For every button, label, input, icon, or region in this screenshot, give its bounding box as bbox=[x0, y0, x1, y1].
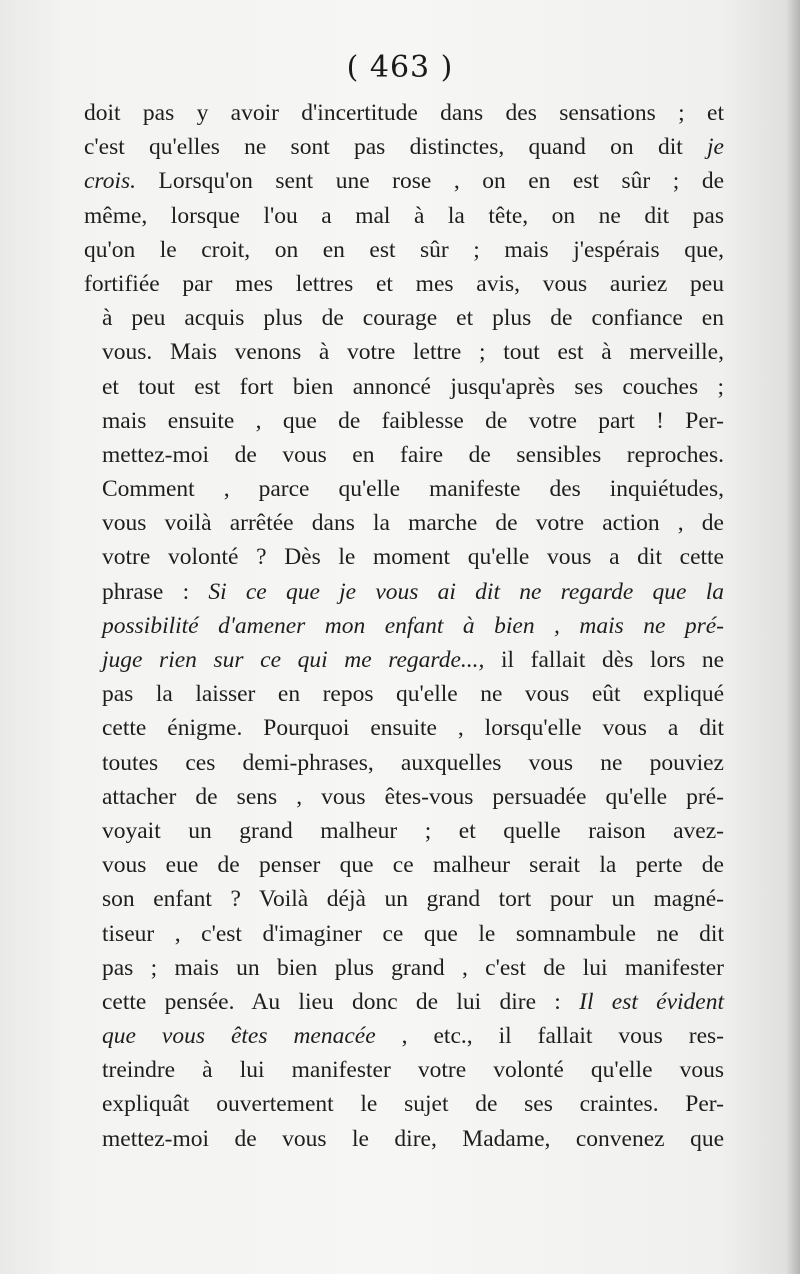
page-number: ( 463 ) bbox=[346, 50, 454, 85]
body-text bbox=[84, 96, 724, 1156]
text-line: toutes ces demi-phrases, auxquelles vous ne pouviez bbox=[102, 749, 724, 776]
text-line: mais ensuite , que de faiblesse de votre part ! Per- bbox=[102, 407, 724, 434]
text-line: possibilité d'amener mon enfant à bien , mais ne pré- bbox=[102, 612, 724, 639]
text-line: cette pensée. Au lieu donc de lui dire : Il est évident bbox=[102, 988, 725, 1015]
text-line: qu'on le croit, on en est sûr ; mais j'espérais que, bbox=[84, 236, 724, 263]
text-line: votre volonté ? Dès le moment qu'elle vous a dit cette bbox=[102, 544, 724, 571]
text-line: et tout est fort bien annoncé jusqu'après ses couches ; bbox=[102, 373, 724, 400]
text-line: c'est qu'elles ne sont pas distinctes, quand on dit je bbox=[84, 134, 724, 161]
text-line: à peu acquis plus de courage et plus de confiance en bbox=[102, 305, 724, 332]
text-line: mettez-moi de vous en faire de sensibles reproches. bbox=[102, 441, 724, 468]
text-line: que vous êtes menacée , etc., il fallait vous res- bbox=[102, 1023, 725, 1050]
text-line: mettez-moi de vous le dire, Madame, convenez que bbox=[102, 1125, 724, 1152]
text-line: Comment , parce qu'elle manifeste des inquiétudes, bbox=[102, 476, 724, 503]
text-line: attacher de sens , vous êtes-vous persuadée qu'elle pré- bbox=[102, 783, 724, 810]
text-line: crois. Lorsqu'on sent une rose , on en est sûr ; de bbox=[84, 168, 724, 195]
text-line: voyait un grand malheur ; et quelle raison avez- bbox=[102, 817, 724, 844]
text-line: vous voilà arrêtée dans la marche de votre action , de bbox=[102, 510, 724, 537]
text-line: vous. Mais venons à votre lettre ; tout est à merveille, bbox=[102, 339, 724, 366]
text-line: expliquât ouvertement le sujet de ses craintes. Per- bbox=[102, 1091, 724, 1118]
text-line: fortifiée par mes lettres et mes avis, vous auriez peu bbox=[84, 270, 724, 297]
text-line: pas ; mais un bien plus grand , c'est de lui manifester bbox=[102, 954, 724, 981]
text-line: juge rien sur ce qui me regarde..., il fallait dès lors ne bbox=[102, 647, 725, 673]
text-line: vous eue de penser que ce malheur serait la perte de bbox=[102, 852, 724, 879]
text-line: doit pas y avoir d'incertitude dans des sensations ; et bbox=[84, 100, 724, 126]
text-line: son enfant ? Voilà déjà un grand tort pour un magné- bbox=[102, 886, 724, 913]
text-line: cette énigme. Pourquoi ensuite , lorsqu'elle vous a dit bbox=[102, 715, 724, 742]
text-line: tiseur , c'est d'imaginer ce que le somnambule ne dit bbox=[102, 920, 724, 947]
text-line: même, lorsque l'ou a mal à la tête, on ne dit pas bbox=[84, 202, 724, 229]
text-line: pas la laisser en repos qu'elle ne vous eût expliqué bbox=[102, 681, 724, 708]
text-line: treindre à lui manifester votre volonté qu'elle vous bbox=[102, 1057, 724, 1084]
text-line: phrase : Si ce que je vous ai dit ne regarde que la bbox=[102, 578, 724, 605]
page-edge-shadow bbox=[786, 0, 800, 1274]
